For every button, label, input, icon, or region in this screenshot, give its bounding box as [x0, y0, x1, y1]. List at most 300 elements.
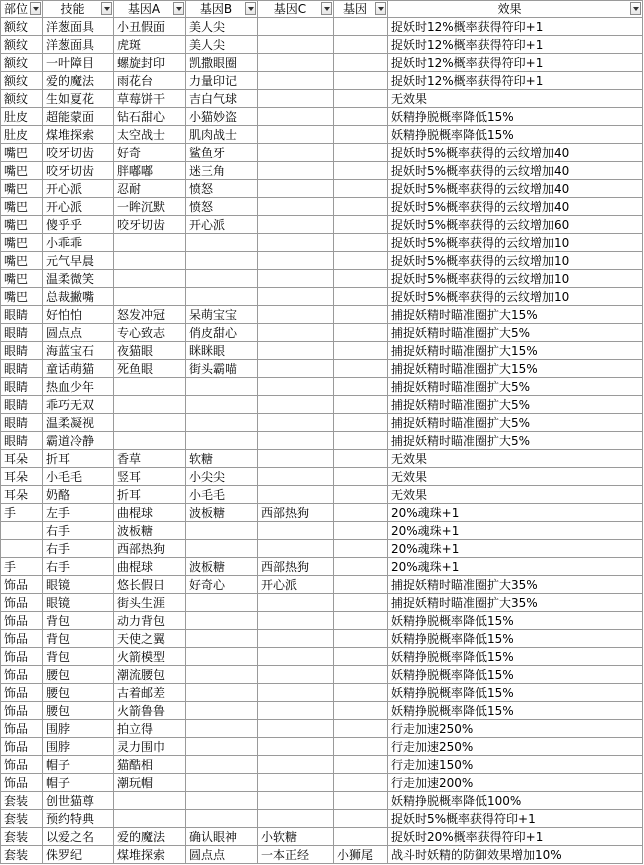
cell-part[interactable]: 耳朵 [1, 468, 43, 486]
cell-gene-a[interactable]: 一眸沉默 [114, 198, 186, 216]
cell-gene[interactable] [334, 666, 388, 684]
cell-gene-c[interactable] [258, 162, 334, 180]
cell-part[interactable]: 眼睛 [1, 342, 43, 360]
cell-skill[interactable]: 预约特典 [43, 810, 114, 828]
cell-gene-a[interactable]: 波板糖 [114, 522, 186, 540]
cell-effect[interactable]: 捉妖时5%概率获得的云纹增加10 [388, 234, 643, 252]
cell-gene-b[interactable] [186, 720, 258, 738]
cell-effect[interactable]: 妖精挣脱概率降低15% [388, 108, 643, 126]
cell-gene-a[interactable]: 灵力围巾 [114, 738, 186, 756]
cell-skill[interactable]: 奶酪 [43, 486, 114, 504]
cell-gene-b[interactable] [186, 684, 258, 702]
cell-skill[interactable]: 右手 [43, 558, 114, 576]
cell-effect[interactable]: 捉妖时5%概率获得的云纹增加40 [388, 198, 643, 216]
column-header-gene-c[interactable] [258, 1, 334, 18]
cell-gene[interactable] [334, 198, 388, 216]
cell-skill[interactable]: 围脖 [43, 738, 114, 756]
cell-effect[interactable]: 捕捉妖精时瞄准圈扩大5% [388, 378, 643, 396]
cell-gene-c[interactable] [258, 108, 334, 126]
cell-skill[interactable]: 煤堆探索 [43, 126, 114, 144]
cell-part[interactable]: 眼睛 [1, 414, 43, 432]
cell-skill[interactable]: 咬牙切齿 [43, 162, 114, 180]
cell-gene-c[interactable] [258, 342, 334, 360]
cell-gene-a[interactable] [114, 234, 186, 252]
cell-effect[interactable]: 无效果 [388, 450, 643, 468]
cell-skill[interactable]: 背包 [43, 630, 114, 648]
cell-gene-a[interactable] [114, 810, 186, 828]
filter-dropdown-icon[interactable] [630, 2, 641, 15]
cell-gene-b[interactable]: 开心派 [186, 216, 258, 234]
cell-gene-c[interactable] [258, 738, 334, 756]
cell-effect[interactable]: 20%魂珠+1 [388, 558, 643, 576]
cell-part[interactable]: 眼睛 [1, 306, 43, 324]
cell-part[interactable]: 额纹 [1, 90, 43, 108]
cell-part[interactable]: 额纹 [1, 18, 43, 36]
cell-effect[interactable]: 妖精挣脱概率降低15% [388, 666, 643, 684]
cell-skill[interactable]: 洋葱面具 [43, 18, 114, 36]
cell-part[interactable]: 眼睛 [1, 432, 43, 450]
cell-gene-c[interactable]: 开心派 [258, 576, 334, 594]
cell-gene[interactable] [334, 612, 388, 630]
cell-gene-b[interactable]: 软糖 [186, 450, 258, 468]
cell-gene-c[interactable] [258, 252, 334, 270]
cell-skill[interactable]: 洋葱面具 [43, 36, 114, 54]
cell-gene-b[interactable]: 眯眯眼 [186, 342, 258, 360]
cell-gene-b[interactable] [186, 414, 258, 432]
cell-gene[interactable] [334, 648, 388, 666]
cell-skill[interactable]: 小毛毛 [43, 468, 114, 486]
cell-gene[interactable] [334, 468, 388, 486]
cell-skill[interactable]: 腰包 [43, 702, 114, 720]
cell-effect[interactable]: 捕捉妖精时瞄准圈扩大5% [388, 324, 643, 342]
cell-gene[interactable] [334, 540, 388, 558]
cell-part[interactable]: 饰品 [1, 756, 43, 774]
cell-gene-a[interactable] [114, 396, 186, 414]
cell-gene[interactable] [334, 18, 388, 36]
cell-gene[interactable] [334, 702, 388, 720]
cell-gene[interactable] [334, 252, 388, 270]
cell-effect[interactable]: 妖精挣脱概率降低100% [388, 792, 643, 810]
cell-gene[interactable] [334, 54, 388, 72]
cell-effect[interactable]: 捉妖时12%概率获得符印+1 [388, 72, 643, 90]
cell-gene-b[interactable] [186, 792, 258, 810]
cell-skill[interactable]: 热血少年 [43, 378, 114, 396]
cell-gene-c[interactable] [258, 756, 334, 774]
cell-gene-a[interactable]: 夜猫眼 [114, 342, 186, 360]
cell-gene-c[interactable] [258, 720, 334, 738]
cell-gene-b[interactable] [186, 612, 258, 630]
cell-gene-b[interactable] [186, 270, 258, 288]
cell-effect[interactable]: 捉妖时12%概率获得符印+1 [388, 18, 643, 36]
cell-gene[interactable] [334, 414, 388, 432]
cell-skill[interactable]: 圆点点 [43, 324, 114, 342]
cell-gene-b[interactable] [186, 666, 258, 684]
cell-gene-b[interactable] [186, 252, 258, 270]
cell-gene-a[interactable]: 虎斑 [114, 36, 186, 54]
column-header-gene-a[interactable] [114, 1, 186, 18]
cell-gene-a[interactable]: 怒发冲冠 [114, 306, 186, 324]
cell-part[interactable]: 套装 [1, 828, 43, 846]
cell-skill[interactable]: 生如夏花 [43, 90, 114, 108]
cell-gene-b[interactable] [186, 540, 258, 558]
cell-skill[interactable]: 童话萌猫 [43, 360, 114, 378]
cell-part[interactable]: 额纹 [1, 36, 43, 54]
cell-effect[interactable]: 战斗时妖精的防御效果增加10% [388, 846, 643, 864]
cell-part[interactable]: 耳朵 [1, 486, 43, 504]
cell-part[interactable]: 饰品 [1, 594, 43, 612]
cell-gene-c[interactable] [258, 486, 334, 504]
cell-skill[interactable]: 海蓝宝石 [43, 342, 114, 360]
cell-gene-c[interactable] [258, 540, 334, 558]
column-header-effect[interactable] [388, 1, 643, 18]
cell-gene-a[interactable]: 好奇 [114, 144, 186, 162]
cell-gene[interactable] [334, 558, 388, 576]
cell-gene-c[interactable] [258, 54, 334, 72]
cell-gene-a[interactable]: 猫酷相 [114, 756, 186, 774]
cell-part[interactable]: 嘴巴 [1, 144, 43, 162]
cell-part[interactable]: 额纹 [1, 54, 43, 72]
cell-gene-b[interactable]: 呆萌宝宝 [186, 306, 258, 324]
cell-gene-c[interactable] [258, 90, 334, 108]
cell-gene-c[interactable] [258, 774, 334, 792]
cell-gene-c[interactable] [258, 180, 334, 198]
cell-part[interactable]: 饰品 [1, 774, 43, 792]
cell-gene[interactable] [334, 486, 388, 504]
cell-gene-a[interactable]: 草莓饼干 [114, 90, 186, 108]
filter-dropdown-icon[interactable] [101, 2, 112, 15]
cell-gene-c[interactable] [258, 144, 334, 162]
filter-dropdown-icon[interactable] [173, 2, 184, 15]
cell-effect[interactable]: 捕捉妖精时瞄准圈扩大35% [388, 594, 643, 612]
cell-skill[interactable]: 眼镜 [43, 576, 114, 594]
cell-part[interactable]: 套装 [1, 846, 43, 864]
cell-part[interactable]: 手 [1, 504, 43, 522]
cell-skill[interactable]: 好怕怕 [43, 306, 114, 324]
cell-gene[interactable] [334, 630, 388, 648]
cell-effect[interactable]: 行走加速200% [388, 774, 643, 792]
cell-skill[interactable]: 一叶障目 [43, 54, 114, 72]
cell-gene-c[interactable] [258, 18, 334, 36]
cell-gene-a[interactable] [114, 792, 186, 810]
cell-gene-b[interactable]: 美人尖 [186, 36, 258, 54]
cell-gene-c[interactable] [258, 522, 334, 540]
cell-part[interactable]: 套装 [1, 792, 43, 810]
cell-skill[interactable]: 以爱之名 [43, 828, 114, 846]
cell-gene[interactable] [334, 576, 388, 594]
cell-gene-b[interactable] [186, 234, 258, 252]
cell-gene-c[interactable] [258, 126, 334, 144]
cell-gene-a[interactable]: 动力背包 [114, 612, 186, 630]
cell-skill[interactable]: 小乖乖 [43, 234, 114, 252]
cell-gene-c[interactable] [258, 198, 334, 216]
cell-gene-b[interactable] [186, 396, 258, 414]
cell-effect[interactable]: 行走加速250% [388, 738, 643, 756]
cell-gene[interactable] [334, 504, 388, 522]
cell-part[interactable]: 嘴巴 [1, 234, 43, 252]
column-header-part[interactable] [1, 1, 43, 18]
cell-gene-b[interactable]: 愤怒 [186, 198, 258, 216]
cell-gene[interactable] [334, 378, 388, 396]
cell-gene[interactable] [334, 216, 388, 234]
cell-part[interactable]: 饰品 [1, 630, 43, 648]
cell-gene-b[interactable]: 鲨鱼牙 [186, 144, 258, 162]
cell-gene-b[interactable] [186, 810, 258, 828]
cell-effect[interactable]: 无效果 [388, 90, 643, 108]
filter-dropdown-icon[interactable] [321, 2, 332, 15]
cell-gene-b[interactable]: 小毛毛 [186, 486, 258, 504]
cell-skill[interactable]: 总裁撇嘴 [43, 288, 114, 306]
cell-gene-b[interactable] [186, 630, 258, 648]
cell-skill[interactable]: 围脖 [43, 720, 114, 738]
cell-part[interactable]: 耳朵 [1, 450, 43, 468]
cell-gene-a[interactable] [114, 414, 186, 432]
cell-effect[interactable]: 捉妖时5%概率获得的云纹增加10 [388, 288, 643, 306]
cell-gene-a[interactable]: 潮流腰包 [114, 666, 186, 684]
cell-skill[interactable]: 创世猫尊 [43, 792, 114, 810]
cell-part[interactable] [1, 540, 43, 558]
cell-gene-a[interactable] [114, 270, 186, 288]
cell-gene-c[interactable] [258, 432, 334, 450]
cell-gene-a[interactable]: 折耳 [114, 486, 186, 504]
cell-gene[interactable] [334, 306, 388, 324]
cell-gene-c[interactable] [258, 36, 334, 54]
cell-skill[interactable]: 侏罗纪 [43, 846, 114, 864]
cell-gene-a[interactable]: 街头生涯 [114, 594, 186, 612]
cell-part[interactable]: 额纹 [1, 72, 43, 90]
cell-gene-c[interactable] [258, 666, 334, 684]
filter-dropdown-icon[interactable] [375, 2, 386, 15]
cell-gene-c[interactable] [258, 630, 334, 648]
cell-effect[interactable]: 妖精挣脱概率降低15% [388, 630, 643, 648]
cell-gene-c[interactable] [258, 684, 334, 702]
cell-gene[interactable] [334, 684, 388, 702]
cell-skill[interactable]: 元气早晨 [43, 252, 114, 270]
cell-skill[interactable]: 眼镜 [43, 594, 114, 612]
cell-gene-c[interactable] [258, 270, 334, 288]
cell-gene-b[interactable] [186, 774, 258, 792]
cell-gene-b[interactable]: 俏皮甜心 [186, 324, 258, 342]
cell-gene[interactable] [334, 144, 388, 162]
cell-gene-c[interactable] [258, 288, 334, 306]
cell-gene-b[interactable]: 街头霸喵 [186, 360, 258, 378]
cell-gene-b[interactable]: 愤怒 [186, 180, 258, 198]
cell-gene[interactable] [334, 756, 388, 774]
cell-gene-b[interactable] [186, 594, 258, 612]
cell-gene-a[interactable]: 专心致志 [114, 324, 186, 342]
cell-skill[interactable]: 帽子 [43, 756, 114, 774]
cell-gene-c[interactable] [258, 792, 334, 810]
column-header-gene-b[interactable] [186, 1, 258, 18]
cell-part[interactable]: 眼睛 [1, 360, 43, 378]
cell-gene-a[interactable]: 雨花台 [114, 72, 186, 90]
cell-gene-c[interactable] [258, 378, 334, 396]
cell-gene[interactable] [334, 360, 388, 378]
cell-gene-b[interactable]: 小尖尖 [186, 468, 258, 486]
cell-part[interactable]: 肚皮 [1, 126, 43, 144]
cell-effect[interactable]: 捕捉妖精时瞄准圈扩大5% [388, 414, 643, 432]
cell-effect[interactable]: 捉妖时5%概率获得的云纹增加40 [388, 162, 643, 180]
cell-skill[interactable]: 温柔微笑 [43, 270, 114, 288]
cell-gene-c[interactable] [258, 234, 334, 252]
cell-effect[interactable]: 捕捉妖精时瞄准圈扩大35% [388, 576, 643, 594]
cell-gene-a[interactable] [114, 252, 186, 270]
cell-gene-b[interactable]: 小猫妙盗 [186, 108, 258, 126]
cell-gene-a[interactable]: 天使之翼 [114, 630, 186, 648]
cell-part[interactable]: 眼睛 [1, 396, 43, 414]
cell-part[interactable]: 饰品 [1, 720, 43, 738]
cell-gene[interactable] [334, 774, 388, 792]
cell-skill[interactable]: 乖巧无双 [43, 396, 114, 414]
cell-gene[interactable] [334, 828, 388, 846]
cell-effect[interactable]: 无效果 [388, 468, 643, 486]
cell-gene-a[interactable] [114, 432, 186, 450]
filter-dropdown-icon[interactable] [245, 2, 256, 15]
cell-effect[interactable]: 捕捉妖精时瞄准圈扩大15% [388, 342, 643, 360]
cell-effect[interactable]: 捉妖时12%概率获得符印+1 [388, 36, 643, 54]
cell-part[interactable]: 饰品 [1, 684, 43, 702]
cell-effect[interactable]: 妖精挣脱概率降低15% [388, 648, 643, 666]
cell-gene-a[interactable]: 忍耐 [114, 180, 186, 198]
cell-gene-c[interactable] [258, 648, 334, 666]
cell-skill[interactable]: 腰包 [43, 666, 114, 684]
cell-gene-c[interactable] [258, 414, 334, 432]
cell-gene-b[interactable]: 波板糖 [186, 504, 258, 522]
filter-dropdown-icon[interactable] [30, 2, 41, 15]
cell-gene-b[interactable]: 吉白气球 [186, 90, 258, 108]
cell-gene[interactable] [334, 324, 388, 342]
cell-gene-b[interactable] [186, 522, 258, 540]
cell-part[interactable]: 饰品 [1, 702, 43, 720]
cell-effect[interactable]: 捉妖时5%概率获得的云纹增加40 [388, 180, 643, 198]
cell-gene-a[interactable]: 西部热狗 [114, 540, 186, 558]
cell-gene[interactable] [334, 522, 388, 540]
cell-gene[interactable] [334, 126, 388, 144]
cell-gene[interactable] [334, 432, 388, 450]
cell-gene-b[interactable]: 凯撒眼圈 [186, 54, 258, 72]
cell-gene[interactable] [334, 180, 388, 198]
cell-gene-b[interactable]: 波板糖 [186, 558, 258, 576]
cell-part[interactable]: 嘴巴 [1, 270, 43, 288]
cell-gene-a[interactable]: 潮玩帽 [114, 774, 186, 792]
cell-gene-b[interactable] [186, 432, 258, 450]
cell-gene-c[interactable] [258, 216, 334, 234]
cell-gene-a[interactable]: 胖嘟嘟 [114, 162, 186, 180]
cell-gene-b[interactable]: 确认眼神 [186, 828, 258, 846]
cell-gene-b[interactable]: 迷三角 [186, 162, 258, 180]
cell-gene[interactable] [334, 90, 388, 108]
cell-gene-b[interactable]: 力量印记 [186, 72, 258, 90]
cell-gene-a[interactable]: 小丑假面 [114, 18, 186, 36]
cell-effect[interactable]: 妖精挣脱概率降低15% [388, 612, 643, 630]
cell-effect[interactable]: 捉妖时5%概率获得的云纹增加10 [388, 252, 643, 270]
cell-effect[interactable]: 无效果 [388, 486, 643, 504]
cell-gene-a[interactable]: 火箭鲁鲁 [114, 702, 186, 720]
cell-gene-a[interactable]: 钻石甜心 [114, 108, 186, 126]
cell-gene[interactable] [334, 72, 388, 90]
cell-gene-a[interactable] [114, 288, 186, 306]
cell-gene[interactable] [334, 270, 388, 288]
cell-part[interactable]: 饰品 [1, 576, 43, 594]
cell-skill[interactable]: 超能蒙面 [43, 108, 114, 126]
cell-effect[interactable]: 行走加速150% [388, 756, 643, 774]
cell-gene-c[interactable]: 小软糖 [258, 828, 334, 846]
cell-gene-a[interactable]: 螺旋封印 [114, 54, 186, 72]
cell-gene-a[interactable]: 咬牙切齿 [114, 216, 186, 234]
cell-part[interactable]: 手 [1, 558, 43, 576]
cell-effect[interactable]: 20%魂珠+1 [388, 540, 643, 558]
cell-gene-a[interactable]: 竖耳 [114, 468, 186, 486]
cell-gene[interactable] [334, 738, 388, 756]
cell-gene-a[interactable]: 古着邮差 [114, 684, 186, 702]
cell-part[interactable]: 饰品 [1, 612, 43, 630]
cell-gene[interactable] [334, 288, 388, 306]
cell-gene-b[interactable] [186, 738, 258, 756]
cell-gene[interactable] [334, 594, 388, 612]
cell-gene-b[interactable] [186, 702, 258, 720]
cell-gene-c[interactable] [258, 306, 334, 324]
cell-gene-c[interactable] [258, 810, 334, 828]
cell-part[interactable]: 嘴巴 [1, 288, 43, 306]
cell-skill[interactable]: 折耳 [43, 450, 114, 468]
cell-skill[interactable]: 温柔凝视 [43, 414, 114, 432]
cell-effect[interactable]: 20%魂珠+1 [388, 504, 643, 522]
cell-effect[interactable]: 捕捉妖精时瞄准圈扩大15% [388, 360, 643, 378]
cell-gene-c[interactable] [258, 450, 334, 468]
cell-skill[interactable]: 爱的魔法 [43, 72, 114, 90]
cell-gene-b[interactable]: 好奇心 [186, 576, 258, 594]
cell-gene[interactable] [334, 108, 388, 126]
cell-gene-a[interactable]: 曲棍球 [114, 504, 186, 522]
cell-gene-c[interactable]: 一本正经 [258, 846, 334, 864]
cell-effect[interactable]: 捕捉妖精时瞄准圈扩大5% [388, 432, 643, 450]
cell-gene-c[interactable] [258, 612, 334, 630]
cell-part[interactable]: 嘴巴 [1, 216, 43, 234]
cell-part[interactable] [1, 522, 43, 540]
cell-gene-a[interactable]: 煤堆探索 [114, 846, 186, 864]
cell-skill[interactable]: 右手 [43, 540, 114, 558]
cell-gene[interactable] [334, 234, 388, 252]
cell-skill[interactable]: 咬牙切齿 [43, 144, 114, 162]
cell-gene-c[interactable] [258, 594, 334, 612]
cell-part[interactable]: 饰品 [1, 648, 43, 666]
cell-effect[interactable]: 行走加速250% [388, 720, 643, 738]
cell-part[interactable]: 嘴巴 [1, 162, 43, 180]
cell-part[interactable]: 饰品 [1, 738, 43, 756]
cell-gene-a[interactable]: 火箭模型 [114, 648, 186, 666]
cell-part[interactable]: 眼睛 [1, 324, 43, 342]
cell-effect[interactable]: 妖精挣脱概率降低15% [388, 684, 643, 702]
cell-skill[interactable]: 霸道冷静 [43, 432, 114, 450]
cell-skill[interactable]: 帽子 [43, 774, 114, 792]
cell-gene-c[interactable] [258, 72, 334, 90]
cell-gene-b[interactable]: 圆点点 [186, 846, 258, 864]
cell-gene-c[interactable]: 西部热狗 [258, 504, 334, 522]
cell-effect[interactable]: 捉妖时5%概率获得的云纹增加10 [388, 270, 643, 288]
cell-gene-c[interactable] [258, 360, 334, 378]
cell-gene[interactable] [334, 792, 388, 810]
column-header-skill[interactable] [43, 1, 114, 18]
cell-gene-c[interactable]: 西部热狗 [258, 558, 334, 576]
cell-skill[interactable]: 右手 [43, 522, 114, 540]
cell-gene-b[interactable] [186, 288, 258, 306]
cell-effect[interactable]: 捉妖时20%概率获得符印+1 [388, 828, 643, 846]
cell-gene[interactable]: 小狮尾 [334, 846, 388, 864]
cell-effect[interactable]: 20%魂珠+1 [388, 522, 643, 540]
cell-gene-a[interactable]: 爱的魔法 [114, 828, 186, 846]
cell-part[interactable]: 嘴巴 [1, 252, 43, 270]
cell-part[interactable]: 嘴巴 [1, 180, 43, 198]
cell-gene[interactable] [334, 36, 388, 54]
